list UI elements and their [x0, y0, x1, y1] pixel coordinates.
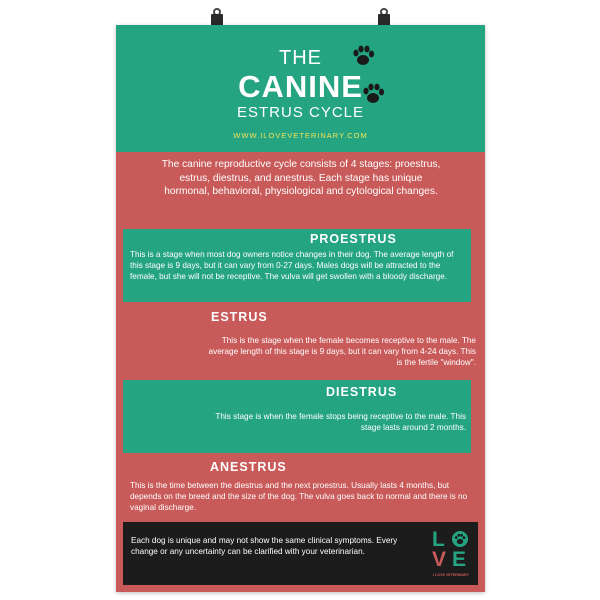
anestrus-text: This is the time between the diestrus and the next proestrus. Usually lasts 4 months, but depends on the breed and the size of the dog. The vulva goes back to normal and there is no vaginal discharge.: [130, 481, 468, 512]
title-the: THE: [279, 47, 322, 69]
heart-paw-icon: [451, 529, 469, 549]
logo-letter-e: E: [452, 548, 467, 571]
paw-print-icon: [350, 43, 376, 69]
footer-panel: [123, 522, 478, 585]
logo-letter-l: L: [432, 528, 445, 551]
love-logo: [431, 526, 471, 581]
estrus-text: This is the stage when the female becomes receptive to the male. The average length of this stage is 9 days, but it can vary from 4-24 days. This is the fertile "window".: [208, 336, 476, 367]
estrus-heading: ESTRUS: [211, 310, 268, 324]
logo-letter-v: V: [432, 548, 447, 571]
paw-print-icon: [360, 81, 386, 107]
footer-note: Each dog is unique and may not show the same clinical symptoms. Every change or any uncertainty can be clarified with your veterinarian.: [131, 536, 398, 556]
website-link[interactable]: WWW.ILOVEVETERINARY.COM: [233, 131, 368, 140]
estrus-cycle-poster: [116, 25, 485, 592]
diestrus-heading: DIESTRUS: [326, 385, 398, 399]
proestrus-text: This is a stage when most dog owners notice changes in their dog. The average length of this stage is 9 days, but it can vary from 0-27 days. Males dogs will be attracted to the female, but she will not be receptive. The vulva will get swollen with a bloody discharge.: [130, 250, 454, 281]
title-subtitle: ESTRUS CYCLE: [236, 104, 365, 121]
proestrus-heading: PROESTRUS: [310, 232, 397, 246]
poster-header: [116, 25, 485, 152]
logo-caption: I LOVE VETERINARY: [433, 573, 469, 577]
diestrus-text: This stage is when the female stops being receptive to the male. This stage lasts around 2 months.: [215, 412, 466, 432]
anestrus-heading: ANESTRUS: [210, 460, 287, 474]
title-canine: CANINE: [238, 69, 363, 104]
intro-text: The canine reproductive cycle consists of 4 stages: proestrus, estrus, diestrus, and anestrus. Each stage has unique hormonal, behavioral, physiological and cytological changes.: [161, 159, 441, 197]
